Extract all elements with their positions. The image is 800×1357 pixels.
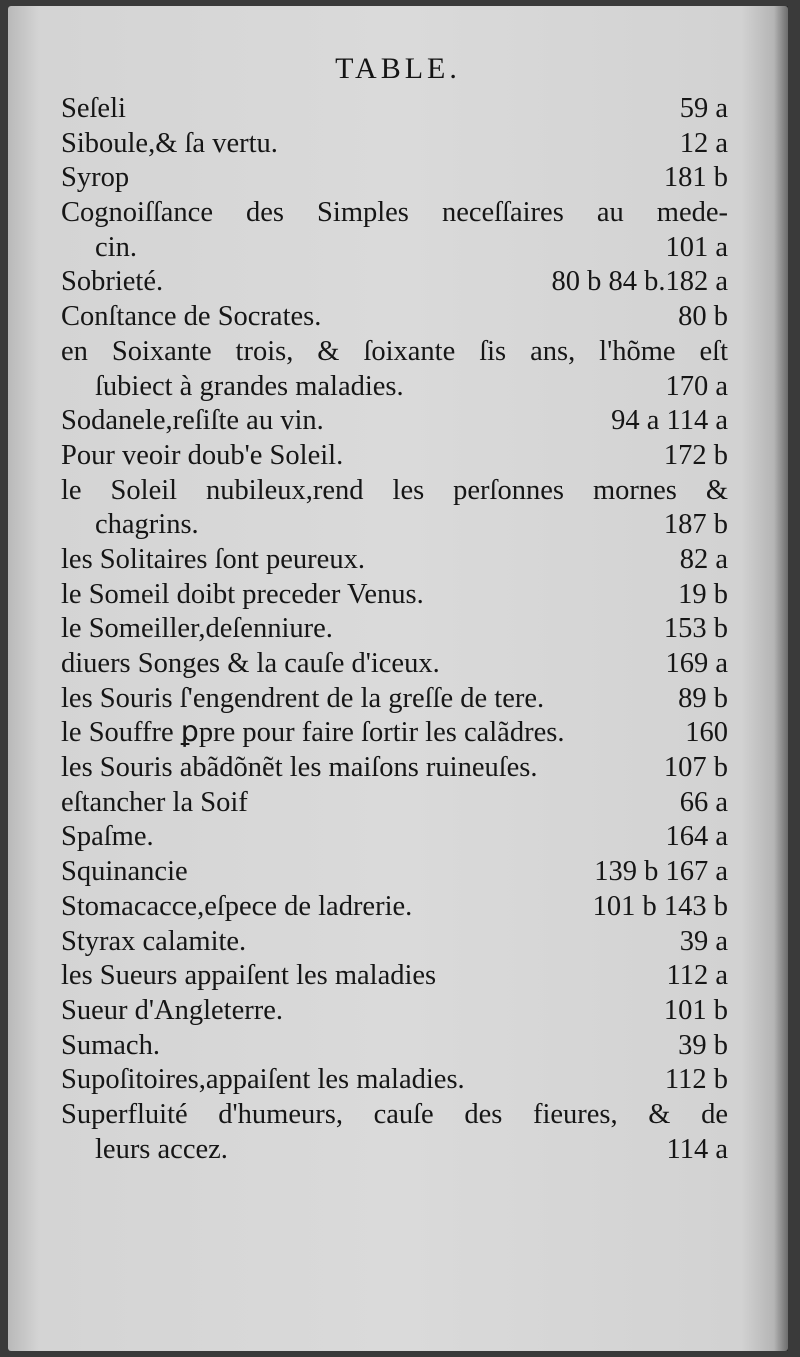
- entry-page-ref: 164 a: [665, 821, 728, 853]
- entry-page-ref: 139 b 167 a: [594, 856, 728, 888]
- index-entry: [61, 925, 728, 960]
- entry-text: Supoſitoires,appaiſent les maladies.: [61, 1064, 465, 1096]
- entry-page-ref: 169 a: [665, 648, 728, 679]
- index-entries: [61, 92, 728, 1167]
- entry-text: Sodanele,reſiſte au vin.: [61, 405, 324, 437]
- index-entry: [61, 161, 728, 196]
- entry-text: le Someil doibt preceder Venus.: [61, 578, 424, 610]
- entry-page-ref: 12 a: [679, 127, 728, 159]
- index-entry: [61, 612, 728, 647]
- entry-text: diuers Songes & la cauſe d'iceux.: [61, 648, 440, 679]
- entry-text: les Sueurs appaiſent les maladies: [61, 960, 437, 992]
- entry-page-ref: 101 b 143 b: [592, 890, 728, 922]
- entry-text: le Souffre ꝑpre pour faire ſortir les calãdres.: [61, 717, 565, 749]
- entry-page-ref: 66 a: [679, 786, 728, 818]
- index-entry: [61, 508, 728, 543]
- index-entry: [61, 370, 728, 405]
- index-entry: [61, 335, 728, 370]
- index-entry: [61, 231, 728, 266]
- entry-page-ref: 114 a: [666, 1133, 728, 1165]
- index-entry: [61, 543, 728, 578]
- index-entry: [61, 127, 728, 162]
- entry-text: les Solitaires ſont peureux.: [61, 543, 365, 575]
- entry-page-ref: 59 a: [679, 93, 728, 124]
- index-entry: [61, 265, 728, 300]
- index-entry: [61, 1063, 728, 1098]
- entry-text: cin.: [95, 231, 137, 263]
- entry-page-ref: 19 b: [678, 578, 728, 610]
- page-heading: TABLE.: [335, 52, 461, 85]
- index-entry: [61, 682, 728, 717]
- entry-text: Squinancie: [61, 856, 188, 888]
- index-entry: [61, 647, 728, 682]
- entry-text: ſubiect à grandes maladies.: [95, 370, 404, 402]
- entry-text: Superfluité d'humeurs, cauſe des fieures, & de: [61, 1098, 728, 1130]
- index-entry: [61, 1029, 728, 1064]
- entry-page-ref: 172 b: [663, 439, 728, 471]
- entry-text: en Soixante trois, & ſoixante ſis ans, l'hõme eſt: [61, 335, 728, 367]
- index-entry: [61, 890, 728, 925]
- index-entry: [61, 820, 728, 855]
- entry-page-ref: 39 b: [678, 1029, 728, 1061]
- entry-page-ref: 160: [685, 717, 728, 749]
- index-entry: [61, 92, 728, 127]
- index-entry: [61, 300, 728, 335]
- entry-text: Siboule,& ſa vertu.: [61, 127, 278, 159]
- book-page: [8, 6, 788, 1351]
- entry-text: Cognoiſſance des Simples neceſſaires au mede-: [61, 197, 728, 229]
- entry-page-ref: 187 b: [663, 509, 728, 541]
- entry-page-ref: 153 b: [663, 613, 728, 645]
- entry-text: chagrins.: [95, 509, 199, 541]
- entry-text: Spaſme.: [61, 821, 154, 853]
- entry-text: eſtancher la Soif: [61, 786, 248, 818]
- index-entry: [61, 1098, 728, 1133]
- entry-page-ref: 39 a: [679, 925, 728, 957]
- entry-text: leurs accez.: [95, 1133, 228, 1165]
- entry-page-ref: 80 b 84 b.182 a: [551, 266, 728, 298]
- entry-page-ref: 94 a 114 a: [611, 405, 728, 437]
- index-entry: [61, 786, 728, 821]
- entry-page-ref: 101 b: [663, 994, 728, 1026]
- entry-page-ref: 112 b: [664, 1064, 728, 1096]
- index-entry: [61, 994, 728, 1029]
- index-entry: [61, 716, 728, 751]
- index-entry: [61, 751, 728, 786]
- entry-text: les Souris ſ'engendrent de la greſſe de tere.: [61, 682, 545, 714]
- entry-page-ref: 112 a: [666, 960, 728, 992]
- entry-text: Styrax calamite.: [61, 925, 247, 957]
- page-edge-shadow: [774, 6, 788, 1351]
- entry-text: Conſtance de Socrates.: [61, 301, 322, 333]
- entry-text: Syrop: [61, 162, 130, 194]
- index-entry: [61, 855, 728, 890]
- entry-text: Sueur d'Angleterre.: [61, 994, 283, 1026]
- entry-page-ref: 101 a: [665, 231, 728, 263]
- entry-text: Pour veoir doub'e Soleil.: [61, 439, 344, 471]
- entry-text: Sumach.: [61, 1029, 160, 1061]
- entry-page-ref: 181 b: [663, 162, 728, 194]
- index-entry: [61, 196, 728, 231]
- entry-text: le Soleil nubileux,rend les perſonnes mornes &: [61, 474, 728, 506]
- entry-page-ref: 80 b: [678, 301, 728, 333]
- index-entry: [61, 1133, 728, 1168]
- index-entry: [61, 474, 728, 509]
- entry-page-ref: 107 b: [663, 752, 728, 784]
- index-entry: [61, 404, 728, 439]
- entry-text: Seſeli: [61, 93, 126, 124]
- entry-text: Sobrieté.: [61, 266, 164, 298]
- entry-text: Stomacacce,eſpece de ladrerie.: [61, 890, 413, 922]
- index-entry: [61, 578, 728, 613]
- entry-page-ref: 82 a: [679, 543, 728, 575]
- entry-page-ref: 170 a: [665, 370, 728, 402]
- entry-page-ref: 89 b: [678, 682, 728, 714]
- entry-text: les Souris abãdõnẽt les maiſons ruineuſes.: [61, 752, 538, 784]
- entry-text: le Someiller,deſenniure.: [61, 613, 333, 645]
- index-entry: [61, 959, 728, 994]
- index-entry: [61, 439, 728, 474]
